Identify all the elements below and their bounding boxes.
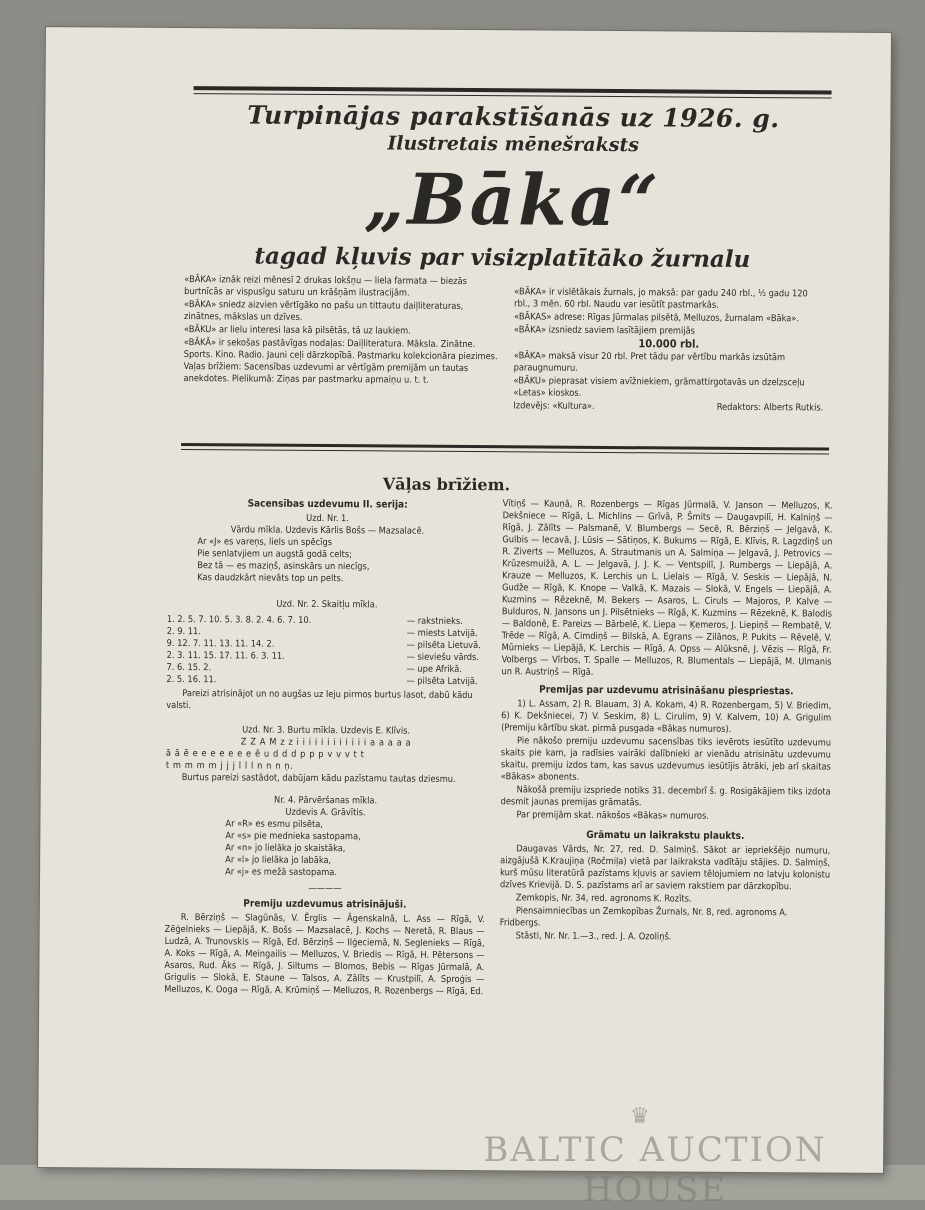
verse-line: Ar «j» es mežā sastopama. (225, 866, 338, 879)
ad-right-item: «BĀKU» pieprasat visiem avīžniekiem, grāmattirgotavās un dzelzsceļu «Letas» kioskos. (513, 375, 805, 399)
ad-left-item: «BĀKA» iznāk reizi mēnesī 2 drukas lokšņu — liela farmata — biezās burtnīcās ar vispusīgu saturu un krāšņām ilustracijām. (184, 274, 467, 299)
puzzle2-row (167, 614, 487, 628)
number-sequence: 2. 9. 11. (166, 625, 201, 638)
separator-dash: ———— (308, 882, 342, 895)
number-sequence: 1. 2. 5. 7. 10. 5. 3. 8. 2. 4. 6. 7. 10. (166, 613, 312, 626)
verse-line: Bez tā — es maziņš, asinskārs un niecīgs, (197, 560, 370, 573)
verse-line: Ar «J» es vareņs, liels un spēcīgs (197, 536, 333, 549)
puzzle1-verse (167, 536, 487, 586)
puzzle2-row (167, 650, 487, 664)
draw-date-note: Nākošā premiju izspriede notiks 31. decembrī š. g. Rosigākājiem tiks izdota desmit jaunas premijas grāmatās. (500, 784, 831, 809)
solvers-heading: Premiju uzdevumus atrisinājuši. (243, 898, 407, 911)
books-item: Daugavas Vārds, Nr. 27, red. D. Salmiņš. Sākot ar iepriekšējo numuru, aizgājušā K.Kraujiņa (Ročmiļa) vietā par laikraksta vadītāju stājies. D. Salmiņš, kurš mūsu literatūrā pazīstams kļuvis ar saviem tēlojumiem no latvju kolonistu dzīves Krievijā. D. S. pazīstams arī ar saviem rakstiem par dārzkopību. (499, 843, 831, 893)
ad-left-item: «BĀKĀ» ir sekošas pastāvīgas nodaļas: Daiļliteratura. Māksla. Zinātne. Sports. Kino. Radio. Jauni ceļi dārzkopībā. Pastmarku kolekcionāra piezimes. Vaļas brīžiem: Sacensības uzdevumi ar vērtīgām premijām un tautas anekdotes. Pielikumā: Ziņas par pastmarku apmaiņu u. t. t. (183, 337, 498, 386)
verse-line: Pie senlatvjiem un augstā godā celts; (197, 548, 353, 561)
ad-left-item: «BĀKU» ar lielu interesi lasa kā pilsētās, tā uz laukiem. (183, 324, 411, 337)
ad-right-item: «BĀKAS» adrese: Rīgas Jūrmalas pilsētā, Melluzos, žurnalam «Bāka». (513, 311, 800, 325)
letter-line: t m m m m j j j l l l n n n ņ. (165, 759, 294, 772)
subscription-heading: Turpinājas parakstīšanās uz 1926. g. (247, 100, 780, 134)
popularity-heading: tagad kļuvis par visizplatītāko žurnalu (254, 242, 751, 273)
ad-right-item: «BĀKA» maksā visur 20 rbl. Pret tādu par vērtību markās izsūtām paraugnumuru. (513, 350, 786, 374)
verse-line: Kas daudzkārt nievāts top un pelts. (197, 572, 344, 585)
prizes-heading: Premijas par uzdevumu atrisināšanu piespriestas. (539, 684, 794, 698)
results-column (500, 498, 833, 945)
number-sequence: 2. 3. 11. 15. 17. 11. 6. 3. 11. (166, 649, 285, 662)
books-item: Stāsti, Nr. Nr. 1.—3., red. J. A. Ozoliņš. (515, 930, 672, 943)
puzzle1-subtitle: Vārdu mīkla. Uzdevis Kārlis Bošs — Mazsalacē. (230, 524, 425, 537)
number-sequence: 7. 6. 15. 2. (166, 661, 212, 674)
puzzle4-verse (165, 818, 485, 880)
next-round-note: Pie nākošo premiju uzdevumu sacensības tiks ievērots iesūtīto uzdevumu skaits pie kam, ja radīsies vairāki dalībnieki ar vienādu atrisinātu uzdevumu skaitu, premiju izdos tam, kas savus uzdevumus iesūtījis ātrāki, jeb arī skaitas «Bākas» abonents. (500, 735, 832, 783)
clue: — rakstnieks. (406, 615, 463, 627)
ad-left-column (183, 274, 499, 388)
magazine-page (38, 27, 891, 1173)
puzzle4-subtitle: Uzdevis A. Grāvītis. (285, 806, 366, 819)
verse-line: Ar «n» jo lielāka jo skaistāka, (225, 842, 346, 855)
puzzles-column (164, 496, 487, 999)
solvers-list-continued: Vītiņš — Kauņā, R. Rozenbergs — Rīgas Jūrmalā, V. Janson — Melluzos, K. Dekšniece — Rīgā, L. Michlins — Grīvā, P. Šmits — Daugavpilī, H. Kalniņš — Rīgā, J. Zālīts — Palsmanē, V. Blumbergs — Secē, R. Bērziņš — Jelgavā, K. Gulbis — Iecavā, J. Lūsis — Sātiņos, K. Bukums — Rīgā, E. Klīvis, R. Lagzdiņš un R. Ziverts — Melluzos, A. Strautmanis un A. Salmiņa — Jelgavā, J. Petrovics — Krūzesmuižā, A. L. — Jelgavā, J. J. K. — Ventspilī, J. Rumbergs — Liepājā, A. Krauze — Melluzos, K. Lerchis un L. Lielais — Rīgā, V. Seskis — Liepājā, N. Gudže — Rīgā, K. Knope — Valkā, K. Mazais — Slokā, V. Engels — Liepājā, A. Kuzmins — Rēzeknē, M. Bekers — Asaros, L. Ciruls — Majoros, P. Kalve — Bulduros, N. Jansons un J. Pilsētnieks — Rīgā, K. Kuzmins — Rēzeknē, K. Balodis — Baldonē, E. Pareizs — Bārbelē, K. Liepa — Ķemeros, J. Liepiņš — Rembatē, V. Trēde — Rīgā, A. Cimdiņš — Bilskā, A. Egrans — Zilānos, P. Pukits — Rēvelē, V. Mūrnieks — Liepājā, K. Lerchis — Rīgā, A. Opss — Alūksnē, J. Vēzis — Rīgā, Fr. Volbergs — Vīrbos, T. Spalle — Melluzos, R. Blumentals — Liepājā, M. Ulmanis un R. Austriņš — Rīgā. (501, 498, 833, 678)
solvers-list: R. Bērziņš — Slagūnās, V. Ērglis — Āgenskalnā, L. Ass — Rīgā, V. Zēģelnieks — Liepājā, K. Bošs — Mazsalacē, J. Kochs — Neretā, R. Blaus — Ludzā, A. Trunovskis — Rīgā, Ed. Bērziņš — Ilģeciemā, N. Seglenieks — Rīgā, A. Koks — Rīgā, A. Meingailis — Melluzos, V. Briedis — Rīgā, H. Pētersons — Asaros, Rud. Āks — Rīgā, J. Siltums — Blomos, Bebis — Rīgas Jūrmalā, A. Grigulis — Slokā, E. Staune — Talsos, A. Zālīts — Krustpilī, A. Sproģis — Melluzos, K. Ooga — Rīgā, A. Krūmiņš — Melluzos, R. Rozenbergs — Rīgā, Ed. (164, 912, 485, 998)
number-sequence: 9. 12. 7. 11. 13. 11. 14. 2. (166, 637, 275, 650)
ad-footer (513, 400, 823, 414)
prize-amount: 10.000 rbl. (638, 337, 700, 351)
series-heading: Sacensības uzdevumu II. serija: (247, 498, 408, 511)
prizes-list: 1) L. Assam, 2) R. Blauam, 3) A. Kokam, 4) R. Rozenbergam, 5) V. Briedim, 6) K. Dekšniecei, 7) V. Seskim, 8) L. Cirulim, 9) V. Kalvem, 10) A. Grigulim (Premiju kārtību skat. pirmā pusgada «Bākas numuros). (501, 698, 832, 735)
clue: — miests Latvijā. (406, 627, 478, 640)
letter-line: ā ā ē e e e e e e e ē u d d d p p p v v v t t (165, 747, 365, 761)
books-item: Zemkopis, Nr. 34, red. agronoms K. Rozīts. (515, 892, 692, 905)
books-item: Piensaimniecības un Zemkopības Žurnals, Nr. 8, red. agronoms A. Fridbergs. (499, 905, 788, 929)
puzzle2-title: Uzd. Nr. 2. Skaitļu mīkla. (276, 598, 378, 611)
books-heading: Grāmatu un laikrakstu plaukts. (586, 829, 745, 842)
ad-left-item: «BĀKA» sniedz aizvien vērtīgāko no pašu un tittautu daiļliteraturas, zinātnes, mākslas un dzīves. (183, 299, 464, 323)
ad-right-item: «BĀKA» izsniedz saviem lasītājiem premijās (513, 324, 696, 337)
clue: — pilsēta Lietuvā. (406, 639, 481, 652)
crown-logo-icon: ♛ (630, 1104, 650, 1129)
editor: Redaktors: Alberts Rutkis. (716, 401, 824, 414)
clue: — upe Afrikā. (406, 663, 463, 675)
puzzle3-letters (166, 736, 486, 774)
clue: — pilsēta Latvijā. (406, 675, 478, 688)
verse-line: Ar «R» es esmu pilsēta, (225, 818, 323, 831)
see-next-note: Par premijām skat. nākošos «Bākas» numuros. (516, 809, 709, 822)
puzzle2-note: Pareizi atrisinājot un no augšas uz leju pirmos burtus lasot, dabū kādu valsti. (166, 688, 473, 712)
verse-line: Ar «s» pie mednieka sastopama, (225, 830, 361, 843)
section-title: Vāļas brīžiem. (382, 474, 511, 495)
ad-right-column (513, 286, 824, 415)
puzzle3-note: Burtus pareizi sastādot, dabūjam kādu pazīstamu tautas dziesmu. (181, 772, 456, 785)
top-rule-thin (194, 93, 832, 98)
letter-line: Z Z A M z z i i i i i i i i i i i i a a a a a (240, 736, 412, 749)
puzzle3-title: Uzd. Nr. 3. Burtu mīkla. Uzdevis E. Klīvis. (242, 724, 411, 737)
puzzle2-table (166, 614, 486, 688)
publisher: Izdevējs: «Kultura». (513, 400, 595, 412)
monthly-subheading: Ilustretais mēnešraksts (387, 132, 640, 157)
watermark: BALTIC AUCTION HOUSE (483, 1130, 827, 1210)
puzzle2-row (166, 674, 486, 688)
verse-line: Ar «l» jo lielāka jo labāka, (225, 854, 332, 867)
magazine-title: „Bāka“ (364, 157, 662, 243)
puzzle4-title: Nr. 4. Pārvēršanas mīkla. (274, 794, 378, 807)
puzzle1-title: Uzd. Nr. 1. (306, 512, 349, 525)
ad-right-item: «BĀKA» ir vislētākais žurnals, jo maksā: par gadu 240 rbl., ½ gadu 120 rbl., 3 mēn. 60 rbl. Naudu var iesūtīt pastmarkās. (514, 286, 808, 311)
number-sequence: 2. 5. 16. 11. (166, 673, 217, 686)
clue: — sieviešu vārds. (406, 651, 480, 664)
